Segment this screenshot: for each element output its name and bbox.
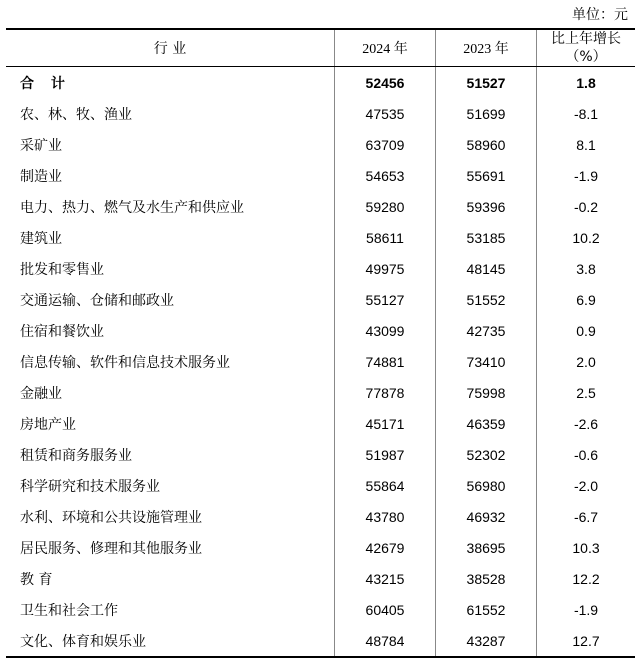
- cell-2023: 56980: [436, 470, 537, 501]
- cell-industry: 交通运输、仓储和邮政业: [6, 284, 335, 315]
- table-row: [6, 563, 635, 594]
- cell-industry: 住宿和餐饮业: [6, 315, 335, 346]
- cell-change: 10.2: [572, 229, 600, 246]
- cell-change: 8.1: [576, 136, 596, 153]
- table-row: [6, 594, 635, 625]
- cell-industry: 科学研究和技术服务业: [6, 470, 335, 501]
- cell-2023: 43287: [436, 625, 537, 657]
- cell-2024: 54653: [335, 160, 436, 191]
- cell-change: -2.6: [573, 415, 599, 432]
- cell-2024: 55127: [335, 284, 436, 315]
- cell-2023: 52302: [436, 439, 537, 470]
- cell-2024: 43099: [335, 315, 436, 346]
- header-2024: 2024 年: [335, 29, 436, 67]
- table-row-total: [6, 67, 635, 99]
- cell-industry: 卫生和社会工作: [6, 594, 335, 625]
- cell-change: 10.3: [572, 539, 600, 556]
- table-row: [6, 470, 635, 501]
- cell-industry: 建筑业: [6, 222, 335, 253]
- cell-change: 12.2: [572, 570, 600, 587]
- header-change-line2: （%）: [565, 49, 607, 65]
- cell-industry: 金融业: [6, 377, 335, 408]
- cell-industry: 信息传输、软件和信息技术服务业: [6, 346, 335, 377]
- cell-change: 0.9: [576, 322, 596, 339]
- table-row: [6, 346, 635, 377]
- cell-industry: 制造业: [6, 160, 335, 191]
- table-row: [6, 129, 635, 160]
- cell-industry: 水利、环境和公共设施管理业: [6, 501, 335, 532]
- table-header-row: [6, 29, 635, 67]
- table-row: [6, 377, 635, 408]
- cell-2023: 59396: [436, 191, 537, 222]
- table-row: [6, 160, 635, 191]
- header-industry: 行 业: [6, 29, 335, 67]
- cell-2023: 42735: [436, 315, 537, 346]
- table-row: [6, 98, 635, 129]
- cell-2024: 42679: [335, 532, 436, 563]
- table-row: [6, 284, 635, 315]
- cell-2023: 51527: [436, 67, 537, 99]
- table-body: [6, 67, 635, 658]
- cell-change: -1.9: [573, 601, 599, 618]
- cell-2024: 43215: [335, 563, 436, 594]
- cell-2024: 63709: [335, 129, 436, 160]
- cell-2024: 52456: [335, 67, 436, 99]
- cell-2024: 48784: [335, 625, 436, 657]
- cell-industry: 居民服务、修理和其他服务业: [6, 532, 335, 563]
- cell-2024: 47535: [335, 98, 436, 129]
- table-row: [6, 501, 635, 532]
- cell-2023: 75998: [436, 377, 537, 408]
- unit-label: 单位：元: [572, 7, 628, 23]
- cell-2023: 61552: [436, 594, 537, 625]
- cell-change: 2.5: [576, 384, 596, 401]
- cell-2024: 45171: [335, 408, 436, 439]
- table-row: [6, 532, 635, 563]
- table-row: [6, 439, 635, 470]
- cell-2024: 77878: [335, 377, 436, 408]
- cell-2023: 51699: [436, 98, 537, 129]
- cell-2023: 53185: [436, 222, 537, 253]
- cell-change: 1.8: [576, 74, 596, 91]
- header-change: [537, 29, 636, 67]
- cell-change: -6.7: [573, 508, 599, 525]
- cell-2023: 55691: [436, 160, 537, 191]
- cell-change: -0.6: [573, 446, 599, 463]
- cell-2023: 51552: [436, 284, 537, 315]
- cell-2023: 58960: [436, 129, 537, 160]
- cell-industry: 批发和零售业: [6, 253, 335, 284]
- cell-change: -8.1: [573, 105, 599, 122]
- cell-2024: 55864: [335, 470, 436, 501]
- wage-table: [6, 28, 635, 658]
- cell-industry: 文化、体育和娱乐业: [6, 625, 335, 657]
- cell-change: 3.8: [576, 260, 596, 277]
- cell-2024: 59280: [335, 191, 436, 222]
- cell-2023: 48145: [436, 253, 537, 284]
- cell-2023: 46932: [436, 501, 537, 532]
- cell-2024: 51987: [335, 439, 436, 470]
- cell-industry: 合 计: [6, 67, 335, 99]
- cell-industry: 房地产业: [6, 408, 335, 439]
- cell-2024: 60405: [335, 594, 436, 625]
- cell-change: 2.0: [576, 353, 596, 370]
- cell-change: -0.2: [573, 198, 599, 215]
- header-change-line1: 比上年增长: [551, 31, 621, 47]
- cell-industry: 采矿业: [6, 129, 335, 160]
- cell-2023: 38695: [436, 532, 537, 563]
- cell-2024: 74881: [335, 346, 436, 377]
- cell-industry: 电力、热力、燃气及水生产和供应业: [6, 191, 335, 222]
- table-row: [6, 408, 635, 439]
- table-row: [6, 191, 635, 222]
- cell-2024: 49975: [335, 253, 436, 284]
- cell-2024: 58611: [335, 222, 436, 253]
- cell-change: 12.7: [537, 625, 636, 657]
- cell-industry: 教 育: [6, 563, 335, 594]
- header-2023: 2023 年: [436, 29, 537, 67]
- cell-change: -1.9: [573, 167, 599, 184]
- table-row: [6, 253, 635, 284]
- cell-2023: 38528: [436, 563, 537, 594]
- table-row: [6, 222, 635, 253]
- cell-industry: 租赁和商务服务业: [6, 439, 335, 470]
- table-row: [6, 315, 635, 346]
- cell-change: -2.0: [573, 477, 599, 494]
- cell-2023: 73410: [436, 346, 537, 377]
- cell-2024: 43780: [335, 501, 436, 532]
- cell-change: 6.9: [576, 291, 596, 308]
- table-row: [6, 625, 635, 657]
- cell-industry: 农、林、牧、渔业: [6, 98, 335, 129]
- cell-2023: 46359: [436, 408, 537, 439]
